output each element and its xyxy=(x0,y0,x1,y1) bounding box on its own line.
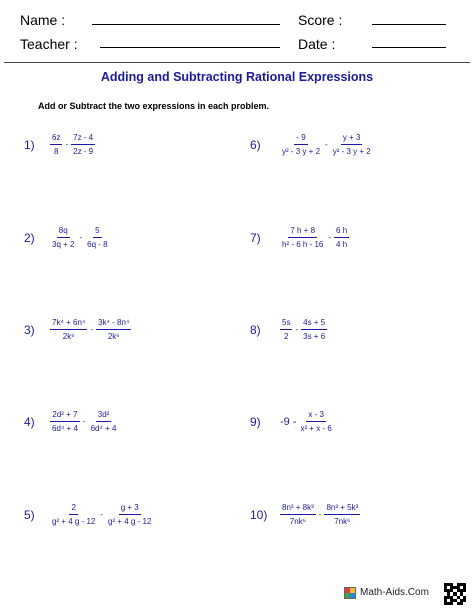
instructions: Add or Subtract the two expressions in each problem. xyxy=(38,101,270,111)
operator: - xyxy=(90,325,94,334)
header-divider xyxy=(4,62,470,63)
operator: - xyxy=(79,233,83,242)
math-aids-logo xyxy=(344,587,356,599)
numerator: 7k⁴ + 6n⁴ xyxy=(50,318,87,330)
denominator: 2k⁶ xyxy=(107,332,120,341)
teacher-label: Teacher : xyxy=(20,36,78,52)
denominator: x² + x - 6 xyxy=(300,424,332,433)
date-label: Date : xyxy=(298,36,336,52)
denominator: h² - 6 h - 16 xyxy=(282,240,324,249)
fraction-1 xyxy=(50,318,87,341)
worksheet-title: Adding and Subtracting Rational Expressions xyxy=(100,70,374,84)
problem-5 xyxy=(24,503,153,526)
fraction-1 xyxy=(280,226,325,249)
operator: - xyxy=(82,417,86,426)
numerator: 3d² xyxy=(96,410,112,422)
logo-text: Math-Aids.Com xyxy=(360,587,429,598)
name-field[interactable] xyxy=(92,24,280,25)
leading-term: -9 - xyxy=(280,415,297,428)
operator: - xyxy=(65,140,69,149)
problem-number: 1) xyxy=(24,137,35,152)
fraction-2 xyxy=(96,318,131,341)
numerator: 7 h + 8 xyxy=(288,226,317,238)
problem-number: 4) xyxy=(24,414,35,429)
problem-1 xyxy=(24,133,95,156)
numerator: 8q xyxy=(57,226,70,238)
problem-number: 9) xyxy=(250,414,261,429)
fraction-1 xyxy=(50,503,97,526)
fraction-1 xyxy=(280,318,292,341)
problem-8 xyxy=(250,318,327,341)
date-field[interactable] xyxy=(372,47,446,48)
problem-number: 3) xyxy=(24,322,35,337)
denominator: 7nk⁶ xyxy=(334,517,351,526)
teacher-field[interactable] xyxy=(100,47,280,48)
fraction-1 xyxy=(280,503,316,526)
problem-4 xyxy=(24,410,118,433)
problem-10 xyxy=(250,503,360,526)
numerator: 5 xyxy=(93,226,101,238)
numerator: 2 xyxy=(69,503,77,515)
denominator: g² + 4 g - 12 xyxy=(108,517,152,526)
operator: - xyxy=(295,325,299,334)
operator: - xyxy=(328,233,332,242)
score-field[interactable] xyxy=(372,24,446,25)
fraction-2 xyxy=(331,133,373,156)
operator: - xyxy=(100,510,104,519)
numerator: x - 3 xyxy=(306,410,326,422)
denominator: 2k⁶ xyxy=(62,332,75,341)
problem-2 xyxy=(24,226,110,249)
numerator: g + 3 xyxy=(119,503,141,515)
denominator: 2z - 9 xyxy=(73,147,94,156)
qr-cell xyxy=(463,602,466,605)
numerator: 8n³ + 8k³ xyxy=(280,503,316,515)
qr-code-icon xyxy=(444,583,466,605)
denominator: 8 xyxy=(54,147,59,156)
fraction-2 xyxy=(89,410,119,433)
problem-number: 5) xyxy=(24,507,35,522)
problem-9 xyxy=(250,410,334,433)
score-label: Score : xyxy=(298,12,343,28)
fraction-2 xyxy=(324,503,360,526)
numerator: 6z xyxy=(50,133,62,145)
numerator: 4s + 5 xyxy=(301,318,327,330)
name-label: Name : xyxy=(20,12,66,28)
numerator: 2d² + 7 xyxy=(50,410,79,422)
numerator: 8n³ + 5k³ xyxy=(324,503,360,515)
problem-number: 2) xyxy=(24,230,35,245)
numerator: y + 3 xyxy=(341,133,363,145)
denominator: g² + 4 g - 12 xyxy=(52,517,96,526)
problem-7 xyxy=(250,226,349,249)
problem-number: 10) xyxy=(250,507,268,522)
problem-number: 8) xyxy=(250,322,261,337)
fraction-1 xyxy=(50,410,80,433)
denominator: y² - 3 y + 2 xyxy=(332,147,371,156)
denominator: 6d⁴ + 4 xyxy=(90,424,117,433)
fraction-2 xyxy=(334,226,349,249)
fraction-1 xyxy=(50,226,76,249)
numerator: 3k⁴ - 8n⁴ xyxy=(96,318,131,330)
fraction-2 xyxy=(301,318,327,341)
problem-6 xyxy=(250,133,373,156)
fraction-1 xyxy=(280,133,322,156)
numerator: - 9 xyxy=(294,133,307,145)
denominator: 7nk⁶ xyxy=(289,517,306,526)
operator: - xyxy=(318,510,322,519)
denominator: 4 h xyxy=(336,240,348,249)
denominator: 6q - 8 xyxy=(87,240,108,249)
numerator: 7z - 4 xyxy=(71,133,95,145)
numerator: 6 h xyxy=(334,226,349,238)
problem-number: 7) xyxy=(250,230,261,245)
operator: - xyxy=(325,140,328,149)
denominator: 2 xyxy=(284,332,289,341)
denominator: y² - 3 y + 2 xyxy=(282,147,321,156)
fraction-1 xyxy=(50,133,62,156)
denominator: 3q + 2 xyxy=(52,240,75,249)
numerator: 5s xyxy=(280,318,292,330)
fraction-2 xyxy=(85,226,109,249)
fraction-2 xyxy=(71,133,95,156)
problem-3 xyxy=(24,318,131,341)
problem-number: 6) xyxy=(250,137,261,152)
denominator: 3s + 6 xyxy=(303,332,326,341)
fraction-1 xyxy=(299,410,334,433)
fraction-2 xyxy=(106,503,153,526)
denominator: 6d⁴ + 4 xyxy=(52,424,78,433)
